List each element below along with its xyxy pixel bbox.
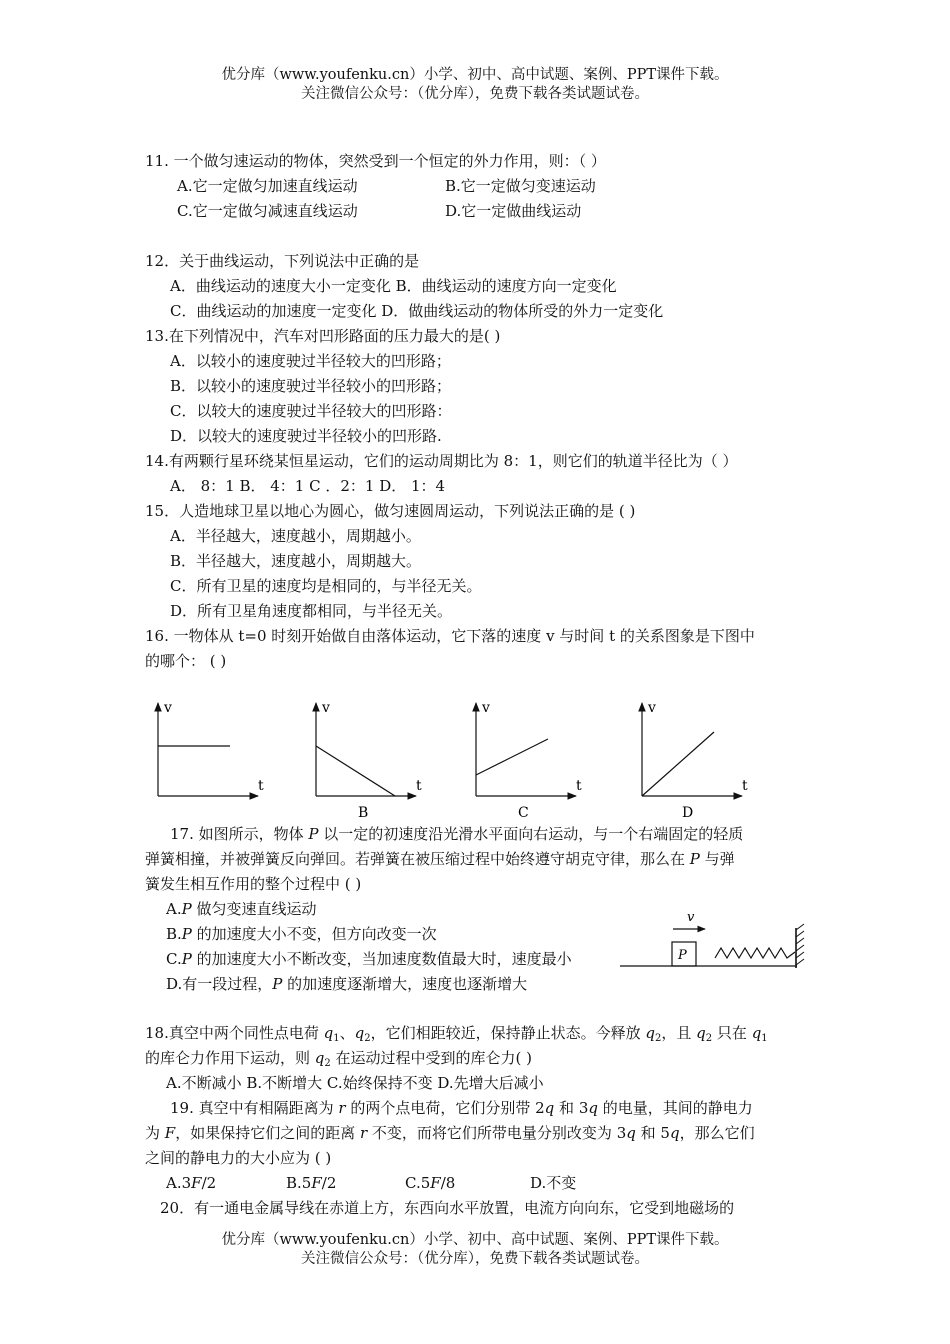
q16-stem-line1: 16. 一物体从 t=0 时刻开始做自由落体运动，它下落的速度 v 与时间 t 的关系图象是下图中 [145, 627, 755, 645]
graph-b-line [316, 746, 395, 796]
page-header-line2: 关注微信公众号：（优分库），免费下载各类试题试卷。 [301, 86, 649, 102]
page-footer-line1: 优分库（www.youfenku.cn）小学、初中、高中试题、案例、PPT课件下载。 [221, 1232, 729, 1248]
graph-d-line [642, 732, 714, 796]
q18-options: A.不断减小 B.不断增大 C.始终保持不变 D.先增大后减小 [166, 1074, 544, 1092]
page-footer-line2: 关注微信公众号：（优分库），免费下载各类试题试卷。 [301, 1251, 649, 1267]
q19-stem-line2: 为 F，如果保持它们之间的距离 r 不变，而将它们所带电量分别改变为 3q 和 5q，那么它们 [145, 1124, 755, 1142]
q13-stem: 13.在下列情况中，汽车对凹形路面的压力最大的是( ) [145, 327, 501, 345]
graph-b [316, 700, 422, 821]
q11-option-a: A.它一定做匀加速直线运动 [177, 177, 358, 195]
q13-option-b: B．以较小的速度驶过半径较小的凹形路； [170, 377, 452, 395]
q17-spring-figure [615, 908, 815, 974]
q15-stem: 15．人造地球卫星以地心为圆心，做匀速圆周运动，下列说法正确的是 ( ) [145, 502, 636, 520]
graph-d-axis-v: v [648, 700, 656, 716]
spring [715, 948, 795, 958]
q12-options-ab: A．曲线运动的速度大小一定变化 B．曲线运动的速度方向一定变化 [170, 277, 617, 295]
graph-a-axis-v: v [164, 700, 172, 716]
q11-option-d: D.它一定做曲线运动 [445, 202, 582, 220]
q15-option-a: A．半径越大，速度越小，周期越小。 [170, 527, 421, 545]
graph-c [476, 700, 582, 821]
q17-option-a: A.P 做匀变速直线运动 [166, 900, 317, 918]
graph-c-label: C [518, 805, 529, 821]
q14-stem: 14.有两颗行星环绕某恒星运动，它们的运动周期比为 8：1，则它们的轨道半径比为（ ） [145, 452, 738, 470]
graph-b-label: B [358, 805, 369, 821]
q19-stem-line1: 19. 真空中有相隔距离为 r 的两个点电荷，它们分别带 2q 和 3q 的电量，其间的静电力 [170, 1099, 753, 1117]
q18-stem-line2: 的库仑力作用下运动，则 $q_2$ 在运动过程中受到的库仑力( ) [145, 1049, 533, 1069]
graph-d-axis-t: t [742, 778, 748, 794]
q17-option-c: C.P 的加速度大小不断改变，当加速度数值最大时，速度最小 [166, 950, 572, 968]
q19-option-b: B.5F/2 [286, 1174, 337, 1192]
q16-graphs [140, 695, 780, 825]
graph-c-axis-v: v [482, 700, 490, 716]
page-header-line1: 优分库（www.youfenku.cn）小学、初中、高中试题、案例、PPT课件下载。 [221, 67, 729, 83]
q17-option-b: B.P 的加速度大小不变，但方向改变一次 [166, 925, 437, 943]
q20-stem: 20．有一通电金属导线在赤道上方，东西向水平放置，电流方向向东，它受到地磁场的 [160, 1199, 735, 1217]
q15-option-d: D．所有卫星角速度都相同，与半径无关。 [170, 602, 453, 620]
q19-stem-line3: 之间的静电力的大小应为 ( ) [145, 1149, 332, 1167]
graph-b-axis-v: v [322, 700, 330, 716]
q12-options-cd: C．曲线运动的加速度一定变化 D．做曲线运动的物体所受的外力一定变化 [170, 302, 664, 320]
wall-hatching [796, 924, 804, 965]
q14-options: A． 8：1 B． 4：1 C ．2：1 D． 1：4 [170, 477, 446, 495]
q13-option-a: A．以较小的速度驶过半径较大的凹形路； [170, 352, 451, 370]
graph-d [642, 700, 748, 821]
q17-stem-line2: 弹簧相撞，并被弹簧反向弹回。若弹簧在被压缩过程中始终遵守胡克守律，那么在 P 与弹 [145, 850, 735, 868]
q17-option-d: D.有一段过程，P 的加速度逐渐增大，速度也逐渐增大 [166, 975, 528, 993]
q12-stem: 12．关于曲线运动，下列说法中正确的是 [145, 252, 420, 270]
velocity-label: v [687, 910, 695, 925]
q19-option-d: D.不变 [530, 1174, 577, 1192]
block-p-label: P [678, 948, 687, 963]
q17-stem-line1: 17. 如图所示，物体 P 以一定的初速度沿光滑水平面向右运动，与一个右端固定的轻质 [170, 825, 744, 843]
q16-stem-line2: 的哪个： ( ) [145, 652, 227, 670]
graph-c-line [476, 739, 548, 775]
q19-option-c: C.5F/8 [405, 1174, 456, 1192]
q11-option-b: B.它一定做匀变速运动 [445, 177, 596, 195]
q15-option-c: C．所有卫星的速度均是相同的，与半径无关。 [170, 577, 482, 595]
graph-b-axis-t: t [416, 778, 422, 794]
graph-a [158, 700, 264, 796]
q18-stem-line1: 18.真空中两个同性点电荷 $q_1$、$q_2$，它们相距较近，保持静止状态。今释放 $q_2$，且 $q_2$ 只在 $q_1$ [145, 1024, 768, 1044]
graph-d-label: D [682, 805, 694, 821]
graph-c-axis-t: t [576, 778, 582, 794]
q19-option-a: A.3F/2 [166, 1174, 217, 1192]
q13-option-c: C．以较大的速度驶过半径较大的凹形路： [170, 402, 452, 420]
graph-a-axis-t: t [258, 778, 264, 794]
q11-stem: 11. 一个做匀速运动的物体，突然受到一个恒定的外力作用，则：（ ） [145, 152, 606, 170]
q15-option-b: B．半径越大，速度越小，周期越大。 [170, 552, 422, 570]
q11-option-c: C.它一定做匀减速直线运动 [177, 202, 358, 220]
q17-stem-line3: 簧发生相互作用的整个过程中 ( ) [145, 875, 362, 893]
q13-option-d: D．以较大的速度驶过半径较小的凹形路. [170, 427, 442, 445]
